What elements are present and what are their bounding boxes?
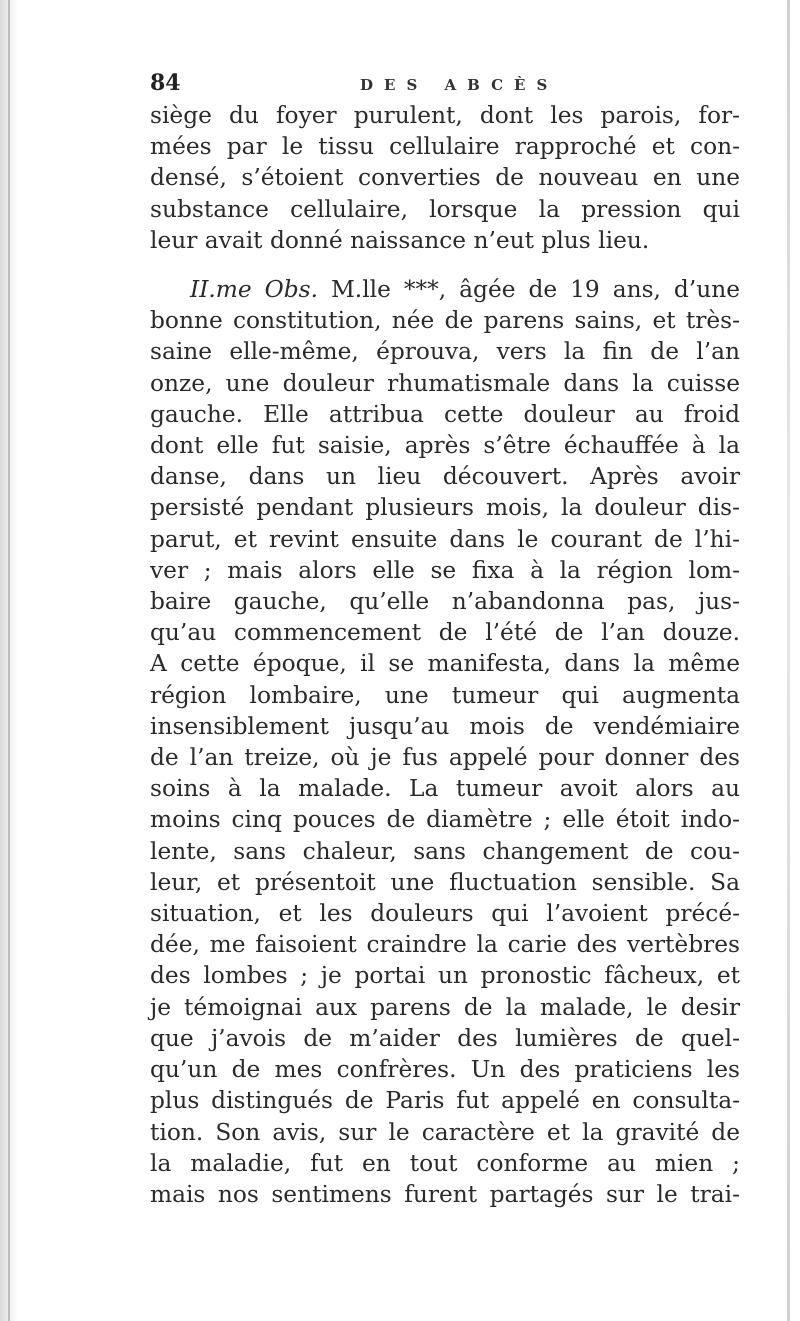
text-line: je témoignai aux parens de la malade, le desir xyxy=(150,993,740,1021)
page-number: 84 xyxy=(150,70,181,96)
text-line: moins cinq pouces de diamètre ; elle étoit indo- xyxy=(150,806,740,834)
text-line: plus distingués de Paris fut appelé en consulta- xyxy=(150,1087,740,1115)
book-page xyxy=(150,70,740,1210)
text-line: bonne constitution, née de parens sains, et très- xyxy=(150,307,740,335)
text-line: mais nos sentimens furent partagés sur le trai- xyxy=(150,1180,740,1208)
text-line: des lombes ; je portai un pronostic fâcheux, et xyxy=(150,962,740,990)
paragraph-2 xyxy=(150,274,740,1210)
text-line: dont elle fut saisie, après s’être échauffée à la xyxy=(150,432,740,460)
paragraph-1 xyxy=(150,100,740,256)
text-line: situation, et les douleurs qui l’avoient précé- xyxy=(150,900,740,928)
text-line: mées par le tissu cellulaire rapproché et con- xyxy=(150,133,740,161)
text-line-first xyxy=(150,274,740,305)
text-line: ver ; mais alors elle se fixa à la région lom- xyxy=(150,556,740,584)
text-line-rest: M.lle ***, âgée de 19 ans, d’une xyxy=(318,276,741,304)
text-line: qu’un de mes confrères. Un des praticiens les xyxy=(150,1056,740,1084)
text-line: baire gauche, qu’elle n’abandonna pas, jus- xyxy=(150,588,740,616)
text-line: qu’au commencement de l’été de l’an douze. xyxy=(150,619,740,647)
observation-label: II.me Obs. xyxy=(190,276,319,304)
text-line: région lombaire, une tumeur qui augmenta xyxy=(150,681,740,709)
text-line: leur avait donné naissance n’eut plus lieu. xyxy=(150,226,650,254)
text-line: de l’an treize, où je fus appelé pour donner des xyxy=(150,744,740,772)
text-line: que j’avois de m’aider des lumières de quel- xyxy=(150,1024,740,1052)
text-line: dée, me faisoient craindre la carie des vertèbres xyxy=(150,931,740,959)
text-line: substance cellulaire, lorsque la pression qui xyxy=(150,195,740,223)
text-line: gauche. Elle attribua cette douleur au froid xyxy=(150,400,740,428)
text-line: A cette époque, il se manifesta, dans la même xyxy=(150,650,740,678)
text-line: insensiblement jusqu’au mois de vendémiaire xyxy=(150,712,740,740)
text-line: la maladie, fut en tout conforme au mien ; xyxy=(150,1149,740,1177)
scan-right-edge xyxy=(787,0,790,1321)
text-line: soins à la malade. La tumeur avoit alors au xyxy=(150,775,740,803)
text-line: densé, s’étoient converties de nouveau en une xyxy=(150,164,740,192)
text-line: tion. Son avis, sur le caractère et la gravité de xyxy=(150,1118,740,1146)
running-head xyxy=(150,70,740,100)
text-line: siège du foyer purulent, dont les parois, for- xyxy=(150,102,740,129)
text-line: leur, et présentoit une fluctuation sensible. Sa xyxy=(150,868,740,896)
text-line: lente, sans chaleur, sans changement de cou- xyxy=(150,837,740,865)
text-line: saine elle-même, éprouva, vers la fin de l’an xyxy=(150,338,740,366)
text-line: parut, et revint ensuite dans le courant de l’hi- xyxy=(150,525,740,553)
text-line: danse, dans un lieu découvert. Après avoir xyxy=(150,463,740,491)
running-head-title: DES ABCÈS xyxy=(360,76,559,94)
text-line: onze, une douleur rhumatismale dans la cuisse xyxy=(150,369,740,397)
text-line: persisté pendant plusieurs mois, la douleur dis- xyxy=(150,494,740,522)
scan-left-rule xyxy=(8,0,10,1321)
